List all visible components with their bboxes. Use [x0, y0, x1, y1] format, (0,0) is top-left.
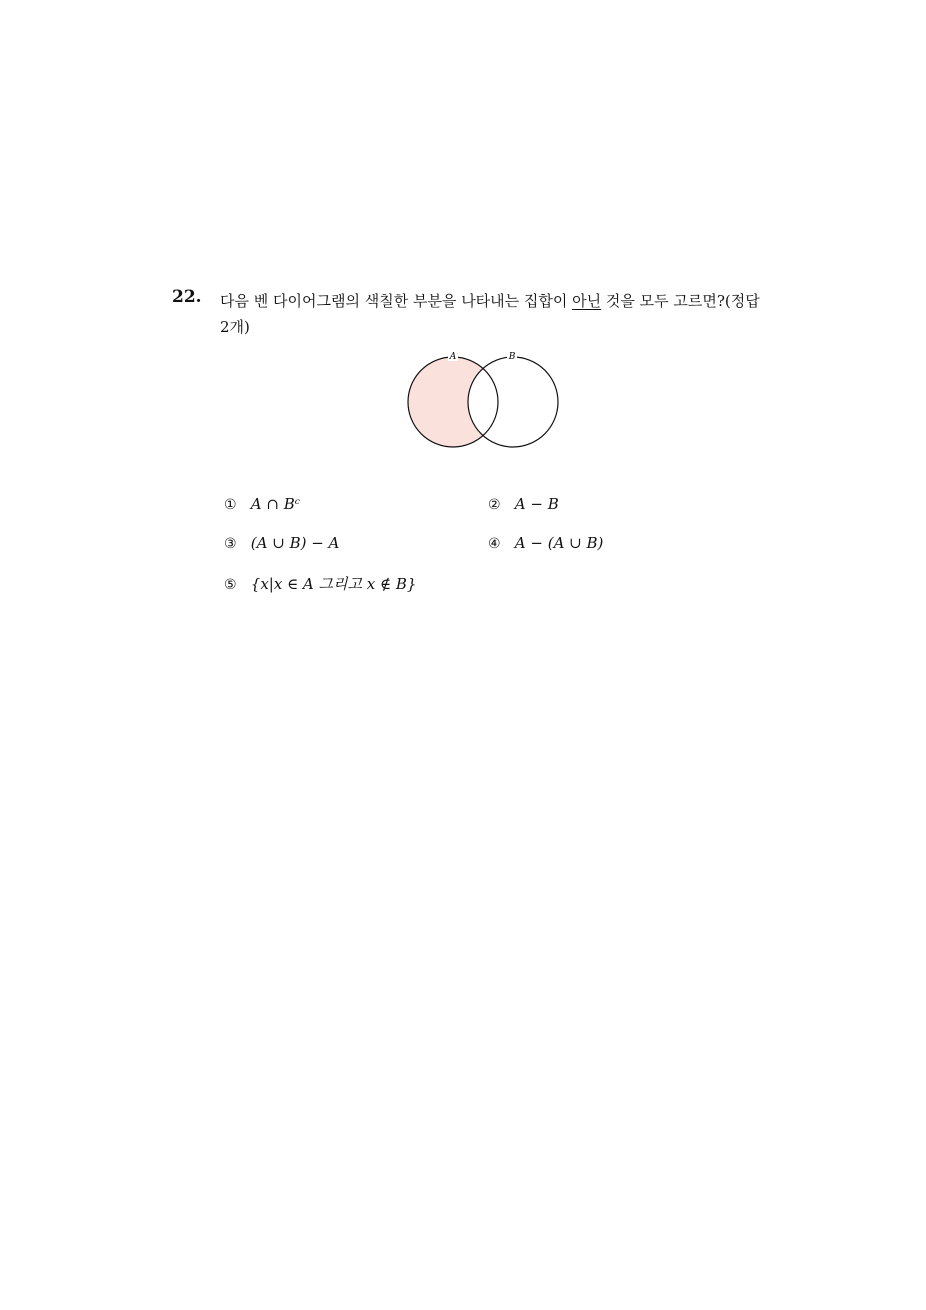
choice-1[interactable]	[224, 495, 300, 513]
choice-3[interactable]	[224, 534, 339, 552]
choice-5-number: ⑤	[224, 577, 237, 593]
choice-2-expression: A − B	[514, 495, 559, 513]
choice-4-number: ④	[488, 536, 501, 552]
question-number: 22.	[172, 287, 202, 307]
set-b-label: B	[508, 352, 516, 362]
choice-1-expression: A ∩ Bᶜ	[250, 495, 301, 513]
venn-diagram	[400, 345, 570, 455]
choice-3-number: ③	[224, 536, 237, 552]
choice-5[interactable]	[224, 573, 416, 594]
question-text-part1: 다음 벤 다이어그램의 색칠한 부분을 나타내는 집합이	[220, 292, 573, 310]
question-text-underlined: 아닌	[572, 292, 602, 310]
set-a-label: A	[449, 352, 457, 362]
choice-5-expression: {x|x ∈ A 그리고 x ∉ B}	[250, 575, 417, 593]
choice-4-expression: A − (A ∪ B)	[514, 534, 604, 552]
choice-4[interactable]	[488, 534, 603, 552]
question-text-part2: 것을 모두 고르면?(정답 2개)	[220, 292, 760, 336]
choice-1-number: ①	[224, 497, 237, 513]
choice-2[interactable]	[488, 495, 559, 513]
choice-2-number: ②	[488, 497, 501, 513]
choice-3-expression: (A ∪ B) − A	[250, 534, 340, 552]
question-text	[220, 288, 760, 340]
